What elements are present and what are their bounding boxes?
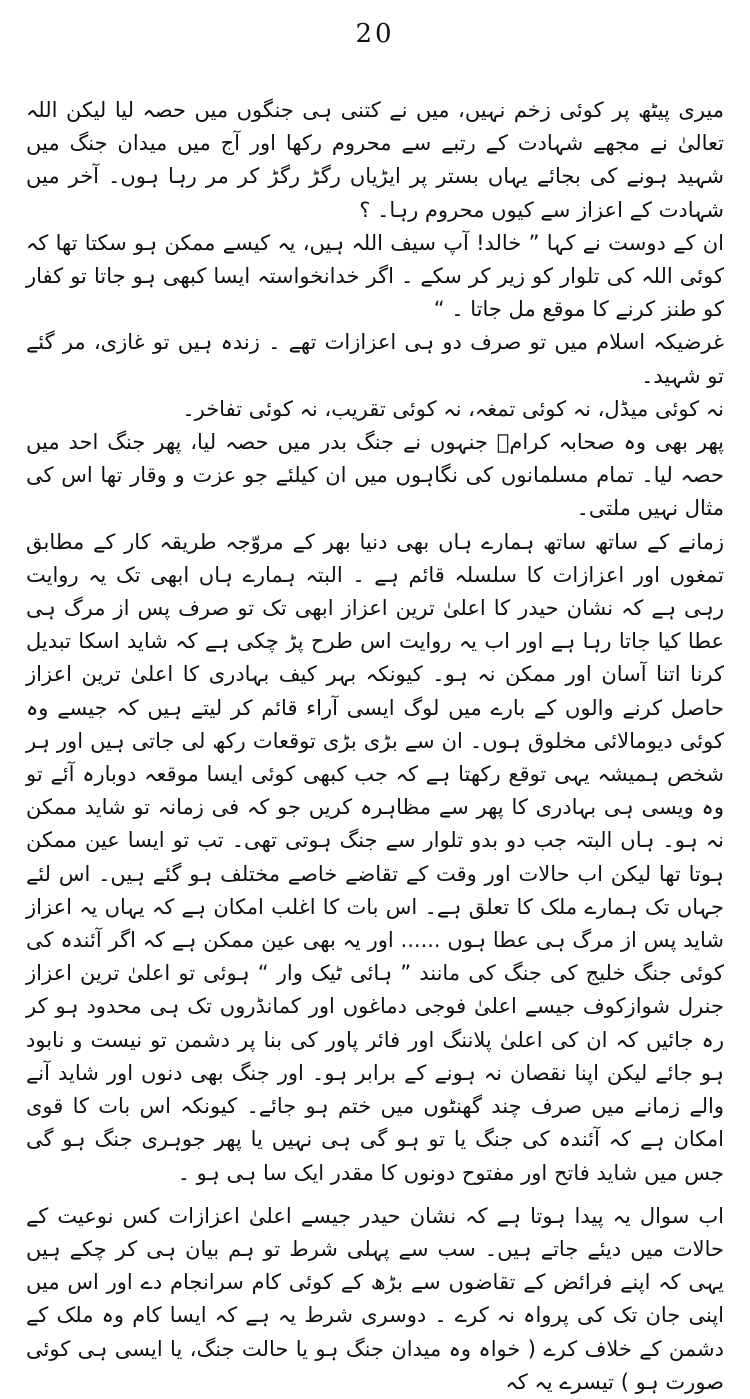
page-body [26,94,724,1399]
paragraph-1: میری پیٹھ پر کوئی زخم نہیں، میں نے کتنی ہی جنگوں میں حصہ لیا لیکن اللہ تعالیٰ نے مجھے شہادت کے رتبے سے محروم رکھا اور آج میں میدان جنگ میں شہید ہونے کی بجائے یہاں بستر پر ایڑیاں رگڑ رگڑ کر مر رہا ہوں۔ آخر میں شہادت کے اعزاز سے کیوں محروم رہا۔ ؟ [26,98,724,222]
paragraph-3: غرضیکہ اسلام میں تو صرف دو ہی اعزازات تھے ۔ زندہ ہیں تو غازی، مر گئے تو شہید۔ [26,330,724,388]
paragraph-7: اب سوال یہ پیدا ہوتا ہے کہ نشان حیدر جیسے اعلیٰ اعزازات کس نوعیت کے حالات میں دیئے جاتے ہیں۔ سب سے پہلی شرط تو ہم بیان ہی کر چکے ہیں یہی کہ اپنے فرائض کے تقاضوں سے بڑھ کے کوئی کام سرانجام دے اور اس میں اپنی جان تک کی پرواہ نہ کرے ۔ دوسری شرط یہ ہے کہ ایسا کام وہ ملک کے دشمن کے خلاف کرے ( خواہ وہ میدان جنگ ہو یا حالت جنگ، یا ایسی ہی کوئی صورت ہو ) تیسرے یہ کہ [26,1203,724,1394]
paragraph-2: ان کے دوست نے کہا ” خالد! آپ سیف اللہ ہیں، یہ کیسے ممکن ہو سکتا تھا کہ کوئی اللہ کی تلوار کو زیر کر سکے ۔ اگر خدانخواستہ ایسا کبھی ہو جاتا تو کفار کو طنز کرنے کا موقع مل جاتا ۔ “ [26,230,724,322]
paragraph-6: زمانے کے ساتھ ساتھ ہمارے ہاں بھی دنیا بھر کے مروّجہ طریقہ کار کے مطابق تمغوں اور اعزازات کا سلسلہ قائم ہے ۔ البتہ ہمارے ہاں ابھی تک یہ روایت رہی ہے کہ نشان حیدر کا اعلیٰ ترین اعزاز ابھی تک تو صرف پس از مرگ ہی عطا کیا جاتا رہا ہے اور اب یہ روایت اس طرح پڑ چکی ہے کہ شاید اسکا تبدیل کرنا اتنا آسان اور ممکن نہ ہو۔ کیونکہ بہر کیف بہادری کا اعلیٰ ترین اعزاز حاصل کرنے والوں کے بارے میں لوگ ایسی آراء قائم کر لیتے ہیں کہ جیسے وہ کوئی دیومالائی مخلوق ہوں۔ ان سے بڑی بڑی توقعات رکھ لی جاتی ہیں اور ہر شخص ہمیشہ یہی توقع رکھتا ہے کہ جب کبھی کوئی ایسا موقعہ دوبارہ آئے تو وہ ویسی ہی بہادری کا پھر سے مظاہرہ کریں جو کہ فی زمانہ تو شاید ممکن نہ ہو۔ ہاں البتہ جب دو بدو تلوار سے جنگ ہوتی تھی۔ تب تو ایسا عین ممکن ہوتا تھا لیکن اب حالات اور وقت کے تقاضے خاصے مختلف ہو گئے ہیں۔ اس لئے جہاں تک ہمارے ملک کا تعلق ہے۔ اس بات کا اغلب امکان ہے کہ یہاں یہ اعزاز شاید پس از مرگ ہی عطا ہوں ...... اور یہ بھی عین ممکن ہے کہ اگر آئندہ کی کوئی جنگ خلیج کی جنگ کی مانند ” ہائی ٹیک وار “ ہوئی تو اعلیٰ ترین اعزاز جنرل شوازکوف جیسے اعلیٰ فوجی دماغوں اور کمانڈروں تک ہی محدود ہو کر رہ جائیں کہ ان کی اعلیٰ پلاننگ اور فائر پاور کی بنا پر دشمن تو نیست و نابود ہو جائے لیکن اپنا نقصان نہ ہونے کے برابر ہو۔ اور جنگ بھی دنوں اور شاید آنے والے زمانے میں صرف چند گھنٹوں میں ختم ہو جائے۔ کیونکہ اس بات کا قوی امکان ہے کہ آئندہ کی جنگ یا تو ہو گی ہی نہیں یا پھر جوہری جنگ ہو گی جس میں شاید فاتح اور مفتوح دونوں کا مقدر ایک سا ہی ہو ۔ [26,529,724,1185]
paragraph-4: نہ کوئی میڈل، نہ کوئی تمغہ، نہ کوئی تقریب، نہ کوئی تفاخر۔ [182,396,724,421]
paragraph-5: پھر بھی وہ صحابہ کرامؓ جنہوں نے جنگ بدر میں حصہ لیا، پھر جنگ احد میں حصہ لیا۔ تمام مسلمانوں کی نگاہوں میں ان کیلئے جو عزت و وقار تھا اس کی مثال نہیں ملتی۔ [26,430,724,521]
page-number: 20 [355,19,395,49]
paragraph-gap [26,1190,724,1200]
